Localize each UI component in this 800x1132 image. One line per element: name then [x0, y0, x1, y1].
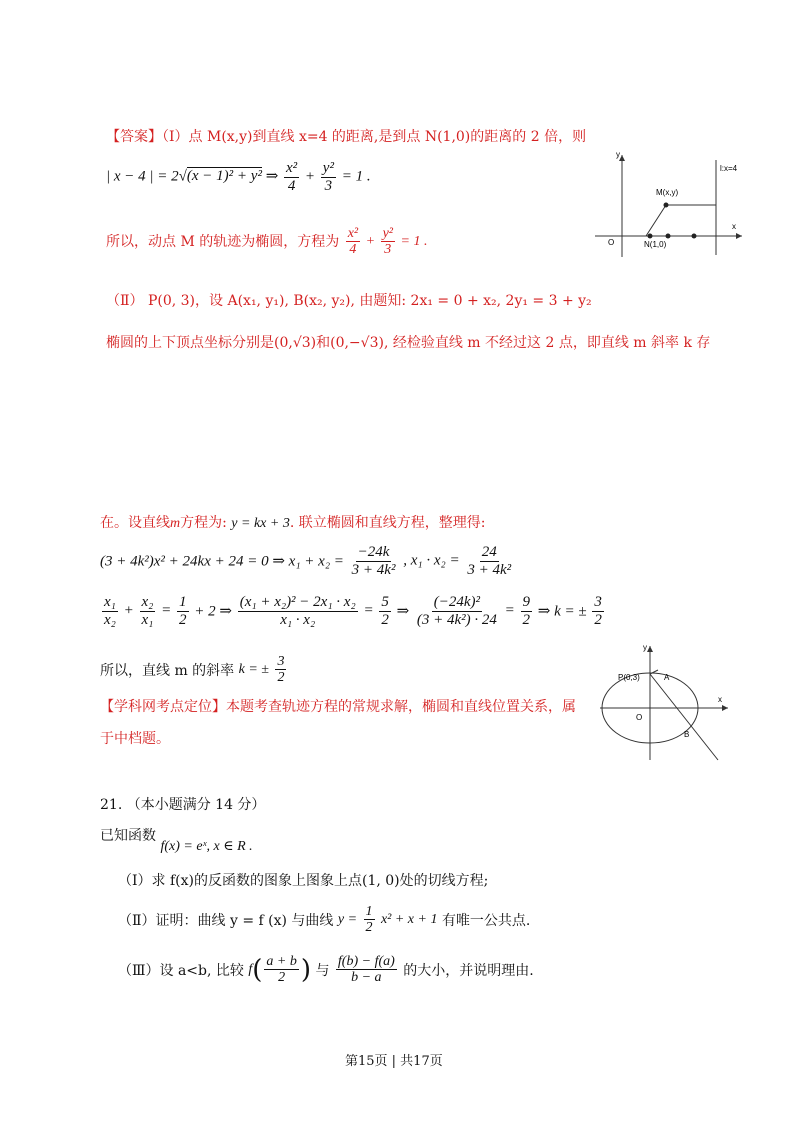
fig1-label-line: l:x=4: [720, 164, 738, 173]
part-2-y: y =: [337, 911, 358, 927]
solution-line-5: [100, 696, 576, 716]
frac-den: 3: [384, 242, 392, 258]
problem-21-part-2: [118, 904, 530, 936]
frac-den: 2: [277, 670, 285, 686]
answer-line-1-text: （Ⅰ）点 M(x,y)到直线 x=4 的距离,是到点 N(1,0)的距离的 2 倍，则: [162, 129, 587, 145]
figure-ellipse-diagram: [598, 640, 738, 765]
part-3-text-a: （Ⅲ）设 a<b, 比较: [118, 962, 244, 979]
fig1-label-n: N(1,0): [644, 240, 667, 249]
fig2-label-o: O: [636, 713, 643, 722]
frac-num: x²: [286, 160, 298, 176]
frac-num: 1: [179, 594, 187, 610]
frac-den: x₁: [141, 611, 154, 628]
slope-expr: k = ±: [238, 661, 269, 677]
frac-num: y²: [382, 226, 393, 241]
eq-op: ⇒ k = ±: [537, 603, 587, 620]
frac-den: 2: [594, 611, 602, 628]
fig2-label-p: P(0,3): [618, 673, 640, 682]
problem-21-part-1: （Ⅰ）求 f(x)的反函数的图象上图象上点(1, 0)处的切线方程;: [118, 873, 489, 889]
eq-result: = 1 .: [400, 234, 428, 250]
eq-plus: +: [365, 234, 376, 250]
part-3-f: f: [248, 961, 253, 977]
frac-num: (x₁ + x₂)² − 2x₁ · x₂: [239, 594, 356, 610]
frac-num: 3: [594, 594, 602, 610]
frac-num: a + b: [266, 954, 297, 969]
solution-line-6: 于中档题。: [100, 731, 170, 747]
solution-line-4: [100, 654, 288, 686]
fig2-label-y: y: [643, 643, 647, 652]
frac-num: y²: [322, 160, 334, 176]
topic-tag: 【学科网考点定位】: [100, 699, 226, 715]
eq-plus: +: [304, 168, 316, 185]
eq-op: + 2 ⇒: [194, 603, 232, 620]
frac-den: 2: [522, 611, 531, 628]
frac-num: 3: [277, 654, 285, 669]
frac-num: 24: [481, 544, 497, 560]
frac-den: 3: [324, 177, 333, 194]
eq-result: = 1 .: [341, 168, 371, 185]
frac-num: x²: [347, 226, 359, 241]
fig2-label-b: B: [684, 730, 690, 739]
part-2-text-b: 有唯一公共点.: [441, 912, 531, 929]
eq-op: ⇒: [396, 603, 410, 620]
frac-num: 5: [381, 594, 389, 610]
given-text: 已知函数: [100, 828, 156, 844]
answer-line-3: [106, 226, 427, 258]
frac-den: 3 + 4k²: [351, 561, 396, 578]
answer-line-3-text: 所以，动点 M 的轨迹为椭圆，方程为: [106, 234, 340, 251]
part-3-mid: 与: [315, 962, 330, 979]
frac-den: 2: [278, 970, 286, 986]
frac-den: 2: [179, 611, 187, 628]
fig2-label-x: x: [718, 695, 722, 704]
fig2-label-a: A: [664, 673, 670, 682]
function-def: f(x) = eˣ, x ∈ R .: [160, 839, 253, 854]
fig1-label-m: M(x,y): [656, 188, 679, 197]
frac-den: 2: [381, 611, 389, 628]
answer-line-4: （Ⅱ） P(0, 3)，设 A(x₁, y₁), B(x₂, y₂), 由题知: 2x₁ = 0 + x₂, 2y₁ = 3 + y₂: [106, 293, 592, 309]
part-2-poly: x² + x + 1: [380, 911, 438, 927]
frac-num: −24k: [357, 544, 390, 560]
solution-line-3: [100, 594, 606, 628]
frac-num: 9: [522, 594, 531, 610]
eq-op: +: [123, 602, 134, 619]
solution-line-1-m: m: [170, 516, 181, 531]
eq-left: (3 + 4k²)x² + 24kx + 24 = 0 ⇒ x₁ + x₂ =: [100, 553, 344, 570]
eq-sqrt: (x − 1)² + y²: [186, 168, 262, 185]
problem-21-header: 21. （本小题满分 14 分）: [100, 797, 266, 813]
line-equation: y = kx + 3: [231, 516, 290, 531]
part-3-text-b: 的大小，并说明理由.: [403, 962, 534, 979]
solution-line-2: [100, 544, 515, 578]
figure-locus-diagram: [590, 145, 750, 260]
frac-num: x₂: [141, 594, 154, 610]
problem-21-given: [100, 825, 253, 854]
eq-arrow: ⇒: [265, 168, 279, 185]
frac-num: (−24k)²: [433, 594, 481, 610]
eq-op: =: [363, 602, 374, 619]
fig1-label-o: O: [608, 238, 615, 247]
frac-num: x₁: [104, 594, 116, 610]
frac-den: 4: [287, 177, 296, 194]
frac-den: 4: [349, 242, 357, 258]
frac-num: 1: [365, 904, 373, 919]
answer-line-1: [106, 126, 586, 146]
equation-line-2: | x − 4 | = 2√(x − 1)² + y² ⇒ $\frac{\text{x²}}{4}$ + $\frac{\text{y²}}{3}$ = 1 .: [106, 160, 371, 194]
frac-den: 3 + 4k²: [467, 561, 512, 578]
fig1-label-y: y: [616, 150, 620, 159]
solution-line-5-text: 本题考查轨迹方程的常规求解，椭圆和直线位置关系，属: [226, 699, 576, 715]
eq-mid: , x₁ · x₂ =: [403, 552, 460, 569]
solution-line-1-c: . 联立椭圆和直线方程，整理得:: [289, 515, 486, 531]
answer-line-5: 椭圆的上下顶点坐标分别是(0,√3)和(0,−√3), 经检验直线 m 不经过这 2 点，即直线 m 斜率 k 存: [106, 335, 711, 351]
page-footer: 第15页 | 共17页: [345, 1054, 443, 1069]
frac-den: b − a: [351, 970, 382, 986]
part-2-text-a: （Ⅱ）证明：曲线 y = f (x) 与曲线: [118, 912, 334, 929]
fig1-label-x: x: [732, 222, 736, 231]
solution-line-4-text: 所以，直线 m 的斜率: [100, 662, 235, 679]
solution-line-1-a: 在。设直线: [100, 515, 170, 531]
frac-den: 2: [365, 920, 373, 936]
frac-den: x₂: [104, 611, 116, 628]
frac-den: x₁ · x₂: [280, 611, 316, 628]
eq-op: =: [504, 602, 515, 619]
frac-num: f(b) − f(a): [337, 954, 395, 969]
solution-line-1-b: 方程为:: [180, 515, 227, 531]
eq-left: | x − 4 | = 2: [106, 168, 179, 185]
solution-line-1: [100, 512, 485, 532]
frac-den: (3 + 4k²) · 24: [416, 611, 497, 628]
answer-tag: 【答案】: [106, 129, 162, 145]
eq-op: =: [161, 602, 172, 619]
problem-21-part-3: （Ⅲ）设 a<b, 比较 f( $\frac{a + b}{2}$ ) 与 $\frac{f(b) - f(a)}{b - a}$ 的大小，并说明理由.: [118, 954, 534, 986]
